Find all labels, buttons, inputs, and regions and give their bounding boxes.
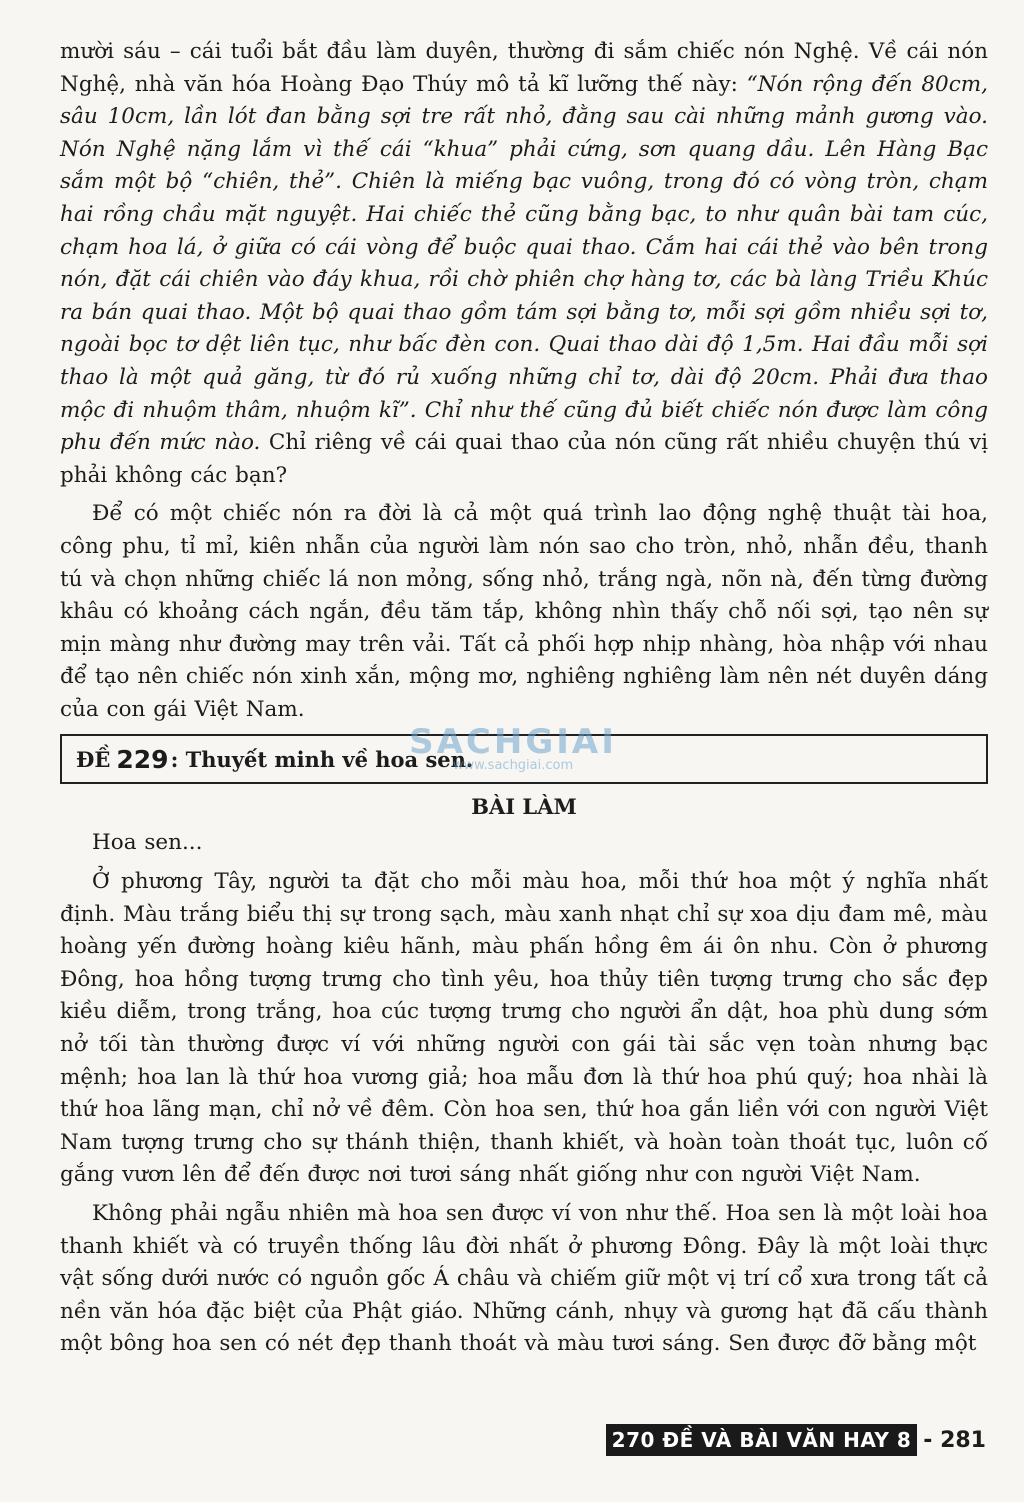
paragraph-y-nghia-hoa: Ở phương Tây, người ta đặt cho mỗi màu hoa, mỗi thứ hoa một ý nghĩa nhất định. Màu trắng biểu thị sự trong sạch, màu xanh nhạt chỉ sự xoa dịu đam mê, màu hoàng yến đường hoàng kiêu hãnh, màu phấn hồng êm ái ôn nhu. Còn ở phương Đông, hoa hồng tượng trưng cho tình yêu, hoa thủy tiên tượng trưng cho sắc đẹp kiều diễm, trong trắng, hoa cúc tượng trưng cho người ẩn dật, hoa phù dung sớm nở tối tàn thường được ví với những người con gái tài sắc vẹn toàn nhưng bạc mệnh; hoa lan là thứ hoa vương giả; hoa mẫu đơn là thứ hoa phú quý; hoa nhài là thứ hoa lãng mạn, chỉ nở về đêm. Còn hoa sen, thứ hoa gắn liền với con người Việt Nam tượng trưng cho sự thánh thiện, thanh khiết, và hoàn toàn thoát tục, luôn cố gắng vươn lên để đến được nơi tươi sáng nhất giống như con người Việt Nam. (60, 869, 988, 1188)
watermark-url: www.sachgiai.com (452, 758, 574, 773)
section-title: BÀI LÀM (471, 794, 577, 820)
book-title-badge: 270 ĐỀ VÀ BÀI VĂN HAY 8 (606, 1424, 918, 1456)
page-number: - 281 (923, 1427, 986, 1453)
paragraph-text: mười sáu – cái tuổi bắt đầu làm duyên, thường đi sắm chiếc nón Nghệ. Về cái nón Nghệ, nhà văn hóa Hoàng Đạo Thúy mô tả kĩ lưỡng thế này: (60, 39, 988, 97)
exercise-label: ĐỀ (76, 746, 111, 772)
paragraph-text: Chỉ riêng về cái quai thao của nón cũng rất nhiều chuyện thú vị phải không các bạn? (60, 430, 989, 488)
exercise-title: : Thuyết minh về hoa sen. (170, 746, 474, 772)
paragraph-non-nghe (60, 36, 988, 492)
watermark-brand: SACHGIAI (409, 722, 617, 762)
paragraph-qua-trinh-lam-non: Để có một chiếc nón ra đời là cả một quá trình lao động nghệ thuật tài hoa, công phu, tỉ mỉ, kiên nhẫn của người làm nón sao cho tròn, nhỏ, nhẫn đều, thanh tú và chọn những chiếc lá non mỏng, sống nhỏ, trắng ngà, nõn nà, đến từng đường khâu có khoảng cách ngắn, đều tăm tắp, không nhìn thấy chỗ nối sợi, tạo nên sự mịn màng như đường may trên vải. Tất cả phối hợp nhịp nhàng, hòa nhập với nhau để tạo nên chiếc nón xinh xắn, mộng mơ, nghiêng nghiêng làm nên nét duyên dáng của con gái Việt Nam. (60, 501, 988, 722)
paragraph-hoa-sen-intro: Hoa sen... (92, 830, 203, 856)
exercise-number: 229 (116, 744, 169, 774)
document-page (60, 36, 988, 1367)
paragraph-hoa-sen-thanh-khiet: Không phải ngẫu nhiên mà hoa sen được ví von như thế. Hoa sen là một loài hoa thanh khiết và có truyền thống lâu đời nhất ở phương Đông. Đây là một loài thực vật sống dưới nước có nguồn gốc Á châu và chiếm giữ một vị trí cổ xưa trong tất cả nền văn hóa đặc biệt của Phật giáo. Những cánh, nhụy và gương hạt đã cấu thành một bông hoa sen có nét đẹp thanh thoát và màu tươi sáng. Sen được đỡ bằng một (60, 1201, 988, 1357)
page-footer (606, 1424, 986, 1456)
exercise-heading-box (60, 734, 988, 784)
quotation: “Nón rộng đến 80cm, sâu 10cm, lần lót đan bằng sợi tre rất nhỏ, đằng sau cài những mảnh gương vào. Nón Nghệ nặng lắm vì thế cái “khua” phải cứng, sơn quang dầu. Lên Hàng Bạc sắm một bộ “chiên, thẻ”. Chiên là miếng bạc vuông, trong đó có vòng tròn, chạm hai rồng chầu mặt nguyệt. Hai chiếc thẻ cũng bằng bạc, to như quân bài tam cúc, chạm hoa lá, ở giữa có cái vòng để buộc quai thao. Cắm hai cái thẻ vào bên trong nón, đặt cái chiên vào đáy khua, rồi chờ phiên chợ hàng tơ, các bà làng Triều Khúc ra bán quai thao. Một bộ quai thao gồm tám sợi bằng tơ, mỗi sợi gồm nhiều sợi tơ, ngoài bọc tơ dệt liên tục, như bấc đèn con. Quai thao dài độ 1,5m. Hai đầu mỗi sợi thao là một quả găng, từ đó rủ xuống những chỉ tơ, dài độ 20cm. Phải đưa thao mộc đi nhuộm thâm, nhuộm kĩ”. Chỉ như thế cũng đủ biết chiếc nón được làm công phu đến mức nào. (60, 71, 989, 456)
